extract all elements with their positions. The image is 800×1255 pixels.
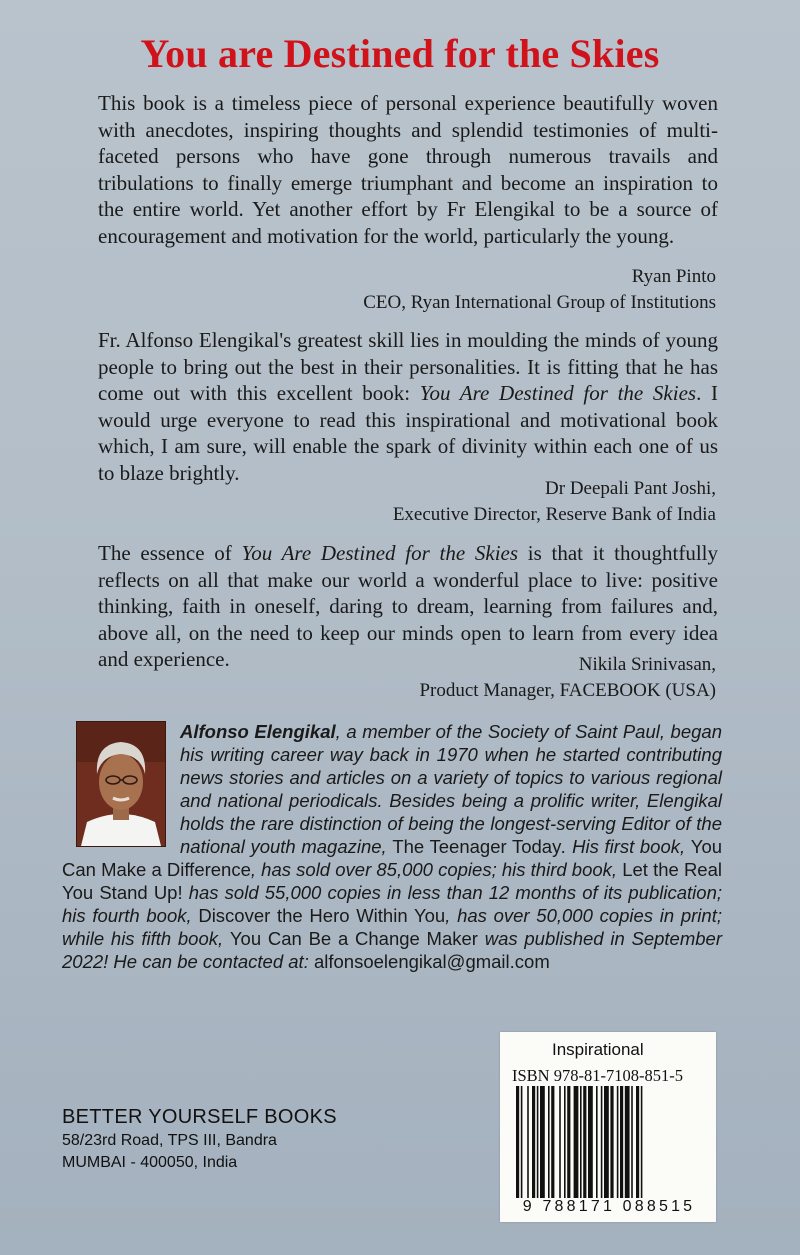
review-1-author: Ryan Pinto [631, 266, 716, 287]
review-1-text: This book is a timeless piece of personal experience beautifully woven with anecdotes, inspiring thoughts and splendid testimonies of multi-faceted persons who have gone through numerous travails and tribulations to finally emerge triumphant and become an inspiration to the entire world. Yet another effort by Fr Elengikal to be a source of encouragement and motivation for the world, particularly the young. [98, 91, 718, 248]
author-bio [62, 720, 722, 973]
book-title: You are Destined for the Skies [140, 31, 660, 76]
review-3-attribution [419, 652, 716, 704]
bio-magazine: The Teenager Today [392, 836, 562, 857]
publisher-info [62, 1104, 337, 1174]
review-2-book-title: You Are Destined for the Skies [419, 381, 697, 405]
bio-book: Let the Real You Stand Up! [62, 859, 722, 903]
isbn-sticker [500, 1032, 716, 1222]
review-2 [98, 327, 718, 486]
review-3-text-part: is that it thoughtfully reflects on all that make our world a wonderful place to live: positive thinking, faith in oneself, daring to dream, learning from failures and, above all, on the need to keep our minds open to learn from every idea and experience. [98, 541, 718, 671]
review-2-text [98, 327, 718, 486]
review-1-role: CEO, Ryan International Group of Institutions [363, 292, 716, 313]
review-3-author: Nikila Srinivasan, [578, 654, 716, 675]
bio-text: , has over 50,000 copies in print; while his fifth book, [62, 905, 722, 949]
review-3-text-part: The essence of [98, 541, 242, 565]
bio-book: Discover the Hero Within You [198, 905, 446, 926]
review-2-author: Dr Deepali Pant Joshi, [545, 478, 716, 499]
bio-book: You Can Make a Difference [62, 836, 723, 880]
review-1 [98, 90, 718, 249]
publisher-address-line-2: MUMBAI - 400050, India [62, 1154, 238, 1171]
barcode-image [516, 1086, 706, 1198]
review-1-attribution [363, 264, 716, 316]
publisher-address-line-1: 58/23rd Road, TPS III, Bandra [62, 1132, 277, 1149]
bio-text: , has sold over 85,000 copies; his third book, [250, 859, 623, 880]
author-email: alfonsoelengikal@gmail.com [313, 951, 550, 972]
publisher-name: BETTER YOURSELF BOOKS [62, 1106, 337, 1128]
review-3-book-title: You Are Destined for the Skies [241, 541, 519, 565]
review-2-attribution [393, 476, 716, 528]
bio-text: has sold 55,000 copies in less than 12 months of its publication; his fourth book, [62, 882, 722, 926]
bio-book: You Can Be a Change Maker [229, 928, 478, 949]
review-2-text-part: . I would urge everyone to read this inspirational and motivational book which, I am sure, will enable the spark of divinity within each one of us to blaze brightly. [98, 381, 719, 485]
review-2-text-part: Fr. Alfonso Elengikal's greatest skill lies in moulding the minds of young people to bring out the best in their personalities. It is fitting that he has come out with this excellent book: [98, 328, 718, 405]
barcode-digits: 9 788171 088515 [522, 1198, 696, 1215]
bio-text: . His first book, [561, 836, 691, 857]
isbn-number: ISBN 978-81-7108-851-5 [512, 1066, 683, 1085]
author-name: Alfonso Elengikal [180, 721, 336, 742]
bio-text: was published in September 2022! He can be contacted at: [62, 928, 722, 972]
category-label: Inspirational [552, 1040, 644, 1059]
review-3-role: Product Manager, FACEBOOK (USA) [419, 680, 716, 701]
review-2-role: Executive Director, Reserve Bank of India [392, 504, 716, 525]
bio-text: , a member of the Society of Saint Paul, began his writing career way back in 1970 when he started contributing news stories and articles on a variety of topics to various regional and national periodicals. Besides being a prolific writer, Elengikal holds the rare distinction of being the longest-serving Editor of the national youth magazine, [180, 721, 722, 857]
